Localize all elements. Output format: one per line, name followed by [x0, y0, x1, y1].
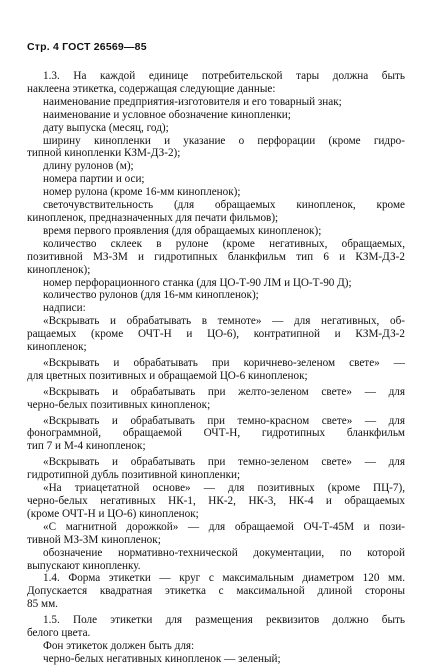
text-line: светочувствительность (для обращаемых кинопленок, кроме [43, 199, 405, 212]
text-line: «С магнитной дорожкой» — для обращаемой ОЧ-Т-45М и пози- [43, 520, 405, 533]
text-line: ширину кинопленки и указание о перфорации (кроме гидро- [43, 134, 405, 147]
page-header: Стр. 4 ГОСТ 26569—85 [27, 41, 147, 53]
text-line: выпускают кинопленку. [27, 559, 141, 572]
text-line: наименование и условное обозначение кинопленки; [43, 108, 291, 121]
text-line: кинопленок; [27, 341, 87, 354]
text-line: черно-белых позитивных кинопленок; [27, 398, 211, 411]
text-line: 1.4. Форма этикетки — круг с максимальным диаметром 120 мм. [43, 572, 405, 585]
text-line: белого цвета. [27, 627, 91, 640]
text-line: дату выпуска (месяц, год); [43, 121, 169, 134]
text-line: кинопленок, предназначенных для печати фильмов); [27, 211, 279, 224]
text-line: фонограммной, обращаемой ОЧТ-Н, гидротипных бланкфильм [27, 427, 405, 440]
text-line: «Вскрывать и обрабатывать при темно-красном свете» — для [43, 414, 405, 427]
text-line: «Вскрывать и обрабатывать в темноте» — для негативных, об- [43, 315, 405, 328]
text-line: обозначение нормативно-технической документации, по которой [43, 546, 405, 559]
text-line: надписи: [43, 302, 86, 315]
document-body [27, 70, 405, 666]
text-line: «Вскрывать и обрабатывать при темно-зеленом свете» — для [43, 456, 405, 469]
text-line: кинопленок); [27, 263, 91, 276]
text-line: тивной МЗ-ЗМ кинопленок; [27, 533, 161, 546]
text-line: «На триацетатной основе» — для позитивных (кроме ПЦ-7), [43, 482, 405, 495]
text-line: (кроме ОЧТ-Н и ЦО-6) кинопленок; [27, 507, 199, 520]
text-line: Фон этикеток должен быть для: [43, 639, 195, 652]
text-line: наименование предприятия-изготовителя и его товарный знак; [43, 95, 342, 108]
text-line: черно-белых негативных НК-1, НК-2, НК-3, НК-4 и обращаемых [27, 495, 405, 507]
text-line: 1.5. Поле этикетки для размещения реквизитов должно быть [43, 614, 405, 627]
text-line: наклеена этикетка, содержащая следующие данные: [27, 82, 276, 95]
text-line: номер перфорационного станка (для ЦО-Т-90 ЛМ и ЦО-Т-90 Д); [43, 276, 352, 289]
text-line: время первого проявления (для обращаемых кинопленок); [43, 224, 322, 237]
text-line: ращаемых (кроме ОЧТ-Н и ЦО-6), контратипной и КЗМ-ДЗ-2 [27, 328, 405, 341]
text-line: количество склеек в рулоне (кроме негативных, обращаемых, [43, 237, 405, 250]
text-line: 85 мм. [27, 598, 58, 611]
text-line: черно-белых негативных кинопленок — зеленый; [43, 652, 281, 665]
text-line: позитивной МЗ-ЗМ и гидротипных бланкфильм тип 6 и КЗМ-ДЗ-2 [27, 250, 405, 263]
text-line: типной кинопленки КЗМ-ДЗ-2); [27, 147, 181, 160]
text-line: «Вскрывать и обрабатывать при коричнево-зеленом свете» — [43, 356, 405, 369]
text-line: для цветных позитивных и обращаемой ЦО-6 кинопленок; [27, 369, 308, 382]
text-line: номера партии и оси; [43, 173, 145, 186]
text-line: 1.3. На каждой единице потребительской тары должна быть [43, 70, 405, 82]
text-line: Допускается квадратная этикетка с максимальной длиной стороны [27, 585, 405, 598]
text-line: количество рулонов (для 16-мм кинопленок); [43, 289, 259, 302]
text-line: длину рулонов (м); [43, 160, 134, 173]
text-line: гидротипной дубль позитивной кинопленки; [27, 469, 241, 482]
text-line: «Вскрывать и обрабатывать при желто-зеленом свете» — для [43, 385, 405, 398]
text-line: номер рулона (кроме 16-мм кинопленок); [43, 186, 241, 199]
text-line: тип 7 и М-4 кинопленок; [27, 440, 146, 453]
